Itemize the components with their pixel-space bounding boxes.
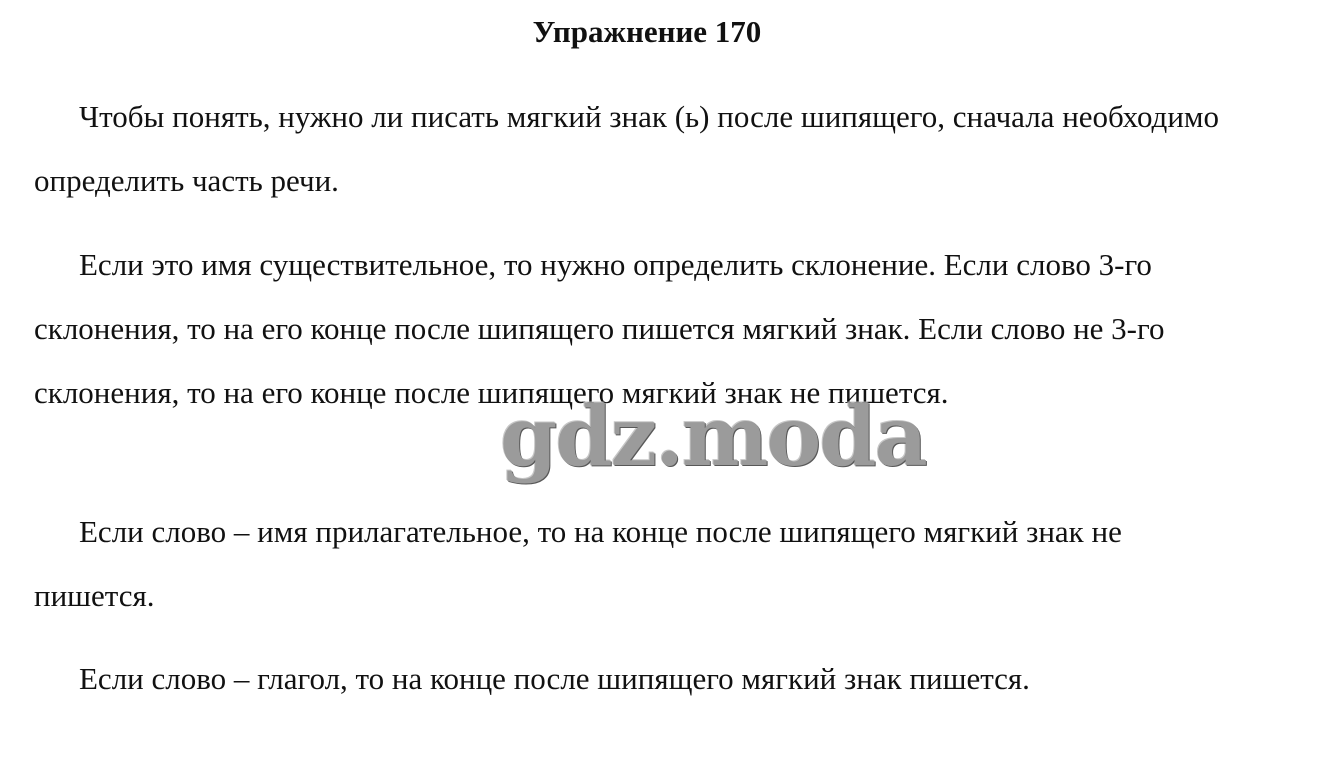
paragraph-part-of-speech: Чтобы понять, нужно ли писать мягкий знак (ь) после шипящего, сначала необходимо определить часть речи. xyxy=(34,99,1220,198)
exercise-title: Упражнение 170 xyxy=(532,14,762,49)
paragraph-noun-rule: Если это имя существительное, то нужно определить склонение. Если слово 3-го склонения, то на его конце после шипящего пишется мягкий знак. Если слово не 3-го склонения, то на его конце после шипящего мягкий знак не пишется. xyxy=(34,247,1165,410)
paragraph-adjective-rule: Если слово – имя прилагательное, то на конце после шипящего мягкий знак не пишется. xyxy=(34,514,1122,613)
paragraph-verb-rule: Если слово – глагол, то на конце после шипящего мягкий знак пишется. xyxy=(79,661,1030,696)
watermark-logo: gdz.moda xyxy=(500,389,926,485)
